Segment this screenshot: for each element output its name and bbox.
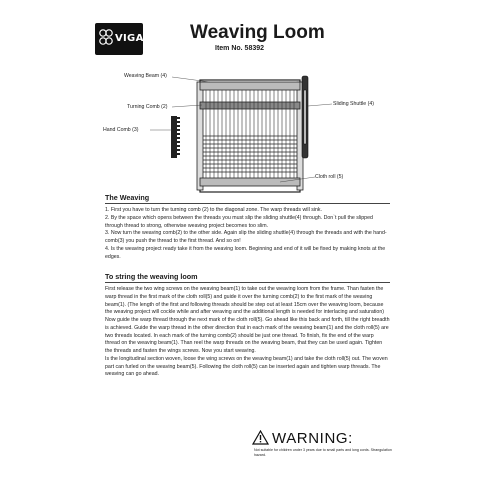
item-number: Item No. 58392 bbox=[215, 45, 265, 52]
hand-comb bbox=[171, 116, 180, 158]
section-heading-stringing: To string the weaving loom bbox=[105, 272, 198, 281]
label-turning-comb: Turning Comb (2) bbox=[127, 104, 168, 110]
divider bbox=[105, 203, 390, 204]
weaving-step: 3. Now turn the weaving comb(2) to the other side. Again slip the sliding shuttle(4) through the threads and with the hand-comb(3) you push the thread to the first thread. And so on! bbox=[105, 230, 387, 244]
page-title: Weaving Loom bbox=[190, 22, 325, 43]
weaving-steps bbox=[105, 207, 390, 261]
brand-logo bbox=[95, 23, 143, 55]
weaving-step: 4. Is the weaving project ready take it from the weaving loom. Beginning and end of it will be fixed by making knots at the edges. bbox=[105, 245, 386, 260]
label-weaving-beam: Weaving Beam (4) bbox=[124, 73, 167, 79]
label-hand-comb: Hand Comb (3) bbox=[103, 127, 139, 133]
stringing-paragraph: First release the two wing screws on the weaving beam(1) to take out the weaving loom from the frame. Than fasten the warp thread in the first mark of the cloth roll(5) and guide it over the turning comb(2) to the first mark of the weaving beam(1). (The length of the first and following threads should be step out at least 15cm over the weaving loom, because the weaving project will cockle while and after weaving and the additional length is needed for interlacing and saturation) Now guide the warp thread through the next mark of the cloth roll(5). Go ahead like this back and forth, till the right breadth is achieved. Guide the warp thread in the other direction that in each mark of the weaving beam(1) and the cloth roll(5) are two threads located. In each mark of the turning comb(2) should be just one thread. To finish, fix the end of the warp thread on the weaving beam(1). Than reel the warp threads on the weaving beam, that they can be used again. Tighten the threads and fasten the wings screws. Now you start weaving. bbox=[105, 286, 390, 354]
divider bbox=[105, 282, 390, 283]
warning-title: WARNING: bbox=[272, 430, 353, 447]
cloth-roll bbox=[200, 178, 300, 186]
sliding-shuttle bbox=[302, 76, 308, 158]
weaving-beam bbox=[200, 82, 300, 90]
logo-emblem-icon bbox=[98, 27, 114, 51]
warning-triangle-icon bbox=[252, 430, 269, 445]
stringing-instructions bbox=[105, 286, 390, 379]
weaving-step: 2. By the space which opens between the threads you must slip the sliding shuttle(4) through. Don`t pull the slipped through thread to strong, otherwise weaving project becomes too slim. bbox=[105, 214, 373, 229]
weaving-step: 1. First you have to turn the turning comb (2) to the diagonal zone. The warp threads will sink. bbox=[105, 207, 323, 213]
label-sliding-shuttle: Sliding Shuttle (4) bbox=[333, 101, 374, 107]
section-heading-weaving: The Weaving bbox=[105, 193, 150, 202]
loom-diagram bbox=[100, 70, 390, 200]
logo-text: VIGA bbox=[115, 33, 144, 44]
label-cloth-roll: Cloth roll (5) bbox=[315, 174, 344, 180]
warning-text: Not suitable for children under 3 years due to small parts and long cords. Strangulation hazard. bbox=[254, 448, 392, 457]
stringing-paragraph: Is the longitudinal section woven, loose the wing screws on the weaving beam(1) and take the cloth roll(5) out. The woven part can furled on the weaving beam(5). Following the cloth roll(5) can be inserted again and tighten warp threads. The weaving can go ahead. bbox=[105, 355, 388, 378]
